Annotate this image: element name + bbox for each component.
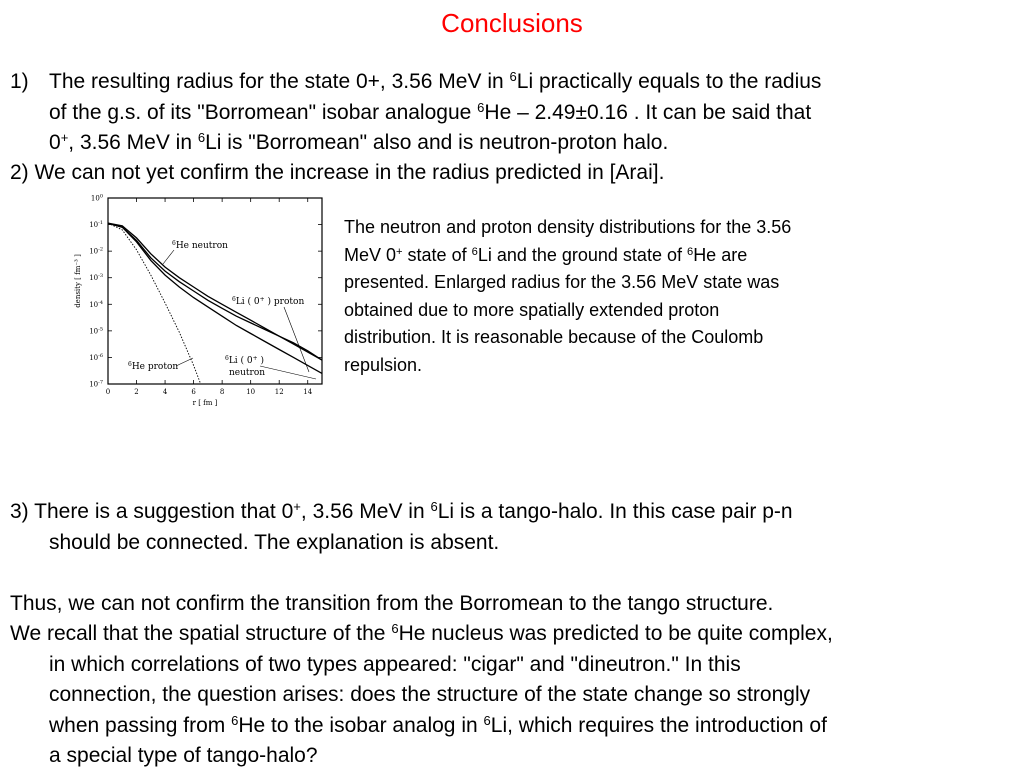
superscript: 6 [391,620,399,636]
x-tick-label: 2 [134,388,139,396]
caption-line: presented. Enlarged radius for the 3.56 MeV state was [344,272,780,292]
label-6li-neutron: $^6$Li ( 0+ ) [225,355,265,366]
caption-line: obtained due to more spatially extended proton [344,299,720,320]
x-axis-label: r [ fm ] [192,399,218,407]
conclusion-1 [10,67,1018,159]
y-axis-label: density [ fm⁻³ ] [74,254,82,308]
caption-line: The neutron and proton density distributions for the 3.56 [344,217,792,237]
labels-layer [74,240,316,407]
leader-line [163,250,174,264]
figure-caption [344,214,924,379]
superscript: 6 [430,498,438,514]
x-tick-label: 4 [162,388,168,396]
x-tick-label: 6 [191,388,196,396]
conclusion-1-line-2 [10,98,1018,129]
recall-paragraph [10,619,1018,772]
x-tick-label: 14 [303,388,313,396]
text-run: He to the isobar analog in [238,713,484,737]
x-tick-label: 10 [246,388,256,396]
y-tick-label: $10^{-6}$ [89,352,103,362]
label-6he-neutron: $^6$He neutron [172,240,228,251]
leader-line [176,358,193,366]
conclusion-1-number: 1) [10,70,29,93]
text-run: Li practically equals to the radius [516,70,822,93]
superscript: 6 [483,712,491,728]
recall-line-3: connection, the question arises: does the structure of the state change so strongly [49,683,811,706]
text-run: He are [693,244,748,265]
superscript: + [293,498,301,514]
text-run: when passing from [49,713,232,737]
superscript: + [60,129,69,145]
text-run: Li, which requires the introduction of [490,713,827,737]
text-run: MeV 0 [344,244,397,265]
thus-line: Thus, we can not confirm the transition from the Borromean to the tango structure. [10,592,774,615]
superscript: 6 [197,129,206,145]
label-6li-neutron-line2: neutron [229,368,266,378]
text-run: Li and the ground state of [477,244,687,265]
text-run: He – 2.49±0.16 . It can be said that [484,100,812,124]
conclusion-2 [10,158,1018,189]
text-run: Li is a tango-halo. In this case pair p-n [437,500,793,523]
y-tick-label: $10^{-7}$ [89,379,103,389]
superscript: 6 [471,245,478,258]
conclusion-3 [10,497,1018,558]
density-plot [62,186,332,410]
y-tick-label: $10^{-2}$ [89,246,103,256]
label-6li-proton: $^6$Li ( 0+ ) proton [232,296,305,307]
text-run: The resulting radius for the state 0+, 3.56 MeV in [49,70,510,93]
superscript: 6 [686,245,694,258]
x-tick-label: 8 [219,388,225,396]
x-tick-label: 0 [105,388,111,396]
thus-paragraph [10,589,1018,620]
y-tick-label: $10^{-4}$ [89,299,103,309]
text-run: 0 [49,131,61,154]
superscript: 6 [231,712,239,728]
x-tick-label: 12 [274,388,284,396]
y-tick-label: $10^{-5}$ [89,326,103,336]
text-run: state of [402,244,472,265]
text-run: , 3.56 MeV in [300,500,431,523]
superscript: + [396,245,403,258]
superscript: 6 [509,68,517,84]
text-run: of the g.s. of its "Borromean" isobar analogue [49,100,478,124]
text-run: Li is "Borromean" also and is neutron-proton halo. [205,131,669,154]
conclusion-1-line-1 [10,67,1018,98]
text-run: , 3.56 MeV in [68,131,198,154]
conclusion-2-line: 2) We can not yet confirm the increase in the radius predicted in [Arai]. [10,161,665,184]
recall-line-1 [10,619,1018,650]
conclusion-3-line-1 [10,497,1018,528]
recall-line-4 [10,711,1018,742]
recall-line-2: in which correlations of two types appeared: "cigar" and "dineutron." In this [49,652,741,676]
text-run: 3) There is a suggestion that 0 [10,500,294,523]
text-run: He nucleus was predicted to be quite complex, [398,622,833,645]
caption-line: repulsion. [344,354,423,375]
text-run: We recall that the spatial structure of the [10,622,392,645]
superscript: 6 [477,99,485,115]
y-tick-label: $10^0$ [90,193,103,203]
slide-title: Conclusions [441,8,583,38]
y-tick-label: $10^{-3}$ [89,273,103,283]
label-6he-proton: $^6$He proton [128,361,179,372]
caption-line: distribution. It is reasonable because of the Coulomb [344,327,764,347]
conclusion-3-line-2: should be connected. The explanation is absent. [49,530,500,554]
recall-line-5: a special type of tango-halo? [49,744,318,767]
y-tick-label: $10^{-1}$ [89,220,103,230]
conclusion-1-line-3 [10,128,1018,159]
caption-line [344,242,924,270]
density-plot-svg [62,186,332,410]
